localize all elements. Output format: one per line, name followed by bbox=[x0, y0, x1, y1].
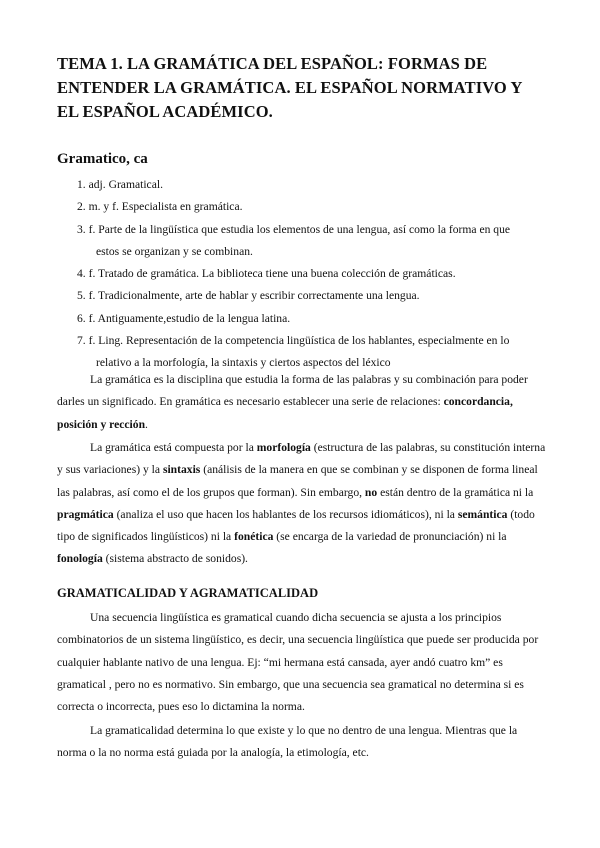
definition-item bbox=[57, 285, 547, 307]
definition-number: 4. bbox=[77, 267, 86, 281]
definition-number: 2. bbox=[77, 200, 86, 214]
definition-number: 3. bbox=[77, 222, 86, 236]
definition-text: m. y f. Especialista en gramática. bbox=[88, 200, 243, 214]
definition-item bbox=[57, 263, 547, 285]
definition-text: f. Tratado de gramática. La biblioteca tiene una buena colección de gramáticas. bbox=[88, 267, 456, 281]
paragraph-norma: La gramaticalidad determina lo que existe y lo que no dentro de una lengua. Mientras que la norma o la no norma está guiada por la analogía, la etimología, etc. bbox=[57, 724, 518, 760]
definition-item bbox=[57, 308, 547, 330]
definition-number: 1. bbox=[77, 178, 86, 191]
bold-term: sintaxis bbox=[162, 463, 201, 477]
definition-item bbox=[57, 219, 547, 264]
definition-text: f. Antiguamente,estudio de la lengua latina. bbox=[88, 311, 291, 325]
bold-term: semántica bbox=[457, 507, 508, 521]
definition-continuation: estos se organizan y se combinan. bbox=[96, 244, 253, 258]
section-heading: GRAMATICALIDAD Y AGRAMATICALIDAD bbox=[57, 586, 319, 600]
bold-term: fonología bbox=[57, 552, 103, 566]
definition-continuation: relativo a la morfología, la sintaxis y ciertos aspectos del léxico bbox=[96, 356, 391, 370]
definition-item bbox=[57, 196, 547, 218]
document-title: TEMA 1. LA GRAMÁTICA DEL ESPAÑOL: FORMAS DE ENTENDER LA GRAMÁTICA. EL ESPAÑOL NORMATIVO Y EL ESPAÑOL ACADÉMICO. bbox=[57, 54, 522, 121]
bold-term: no bbox=[364, 485, 378, 499]
definition-text: f. Tradicionalmente, arte de hablar y escribir correctamente una lengua. bbox=[88, 289, 420, 303]
bold-term: morfología bbox=[256, 441, 311, 454]
definitions-list bbox=[57, 174, 547, 375]
entry-headword: Gramatico, ca bbox=[57, 151, 148, 167]
bold-term: pragmática bbox=[57, 507, 114, 521]
definition-text: f. Parte de la lingüística que estudia los elementos de una lengua, así como la forma en que bbox=[88, 222, 511, 236]
bold-term: fonética bbox=[234, 530, 274, 544]
definition-number: 6. bbox=[77, 311, 86, 325]
definition-item bbox=[57, 174, 547, 196]
definition-item bbox=[57, 330, 547, 375]
bold-term: concordancia, posición y rección bbox=[57, 395, 513, 431]
paragraph-composition: La gramática está compuesta por la morfología (estructura de las palabras, su constitución interna y sus variaciones) y la sintaxis (análisis de la manera en que se combinan y se disponen de forma lineal las palabras, así como el de los grupos que forman). Sin embargo, no están dentro de la gramática ni la pragmática (analiza el uso que hacen los hablantes de los recursos idiomáticos), ni la semántica (todo tipo de significados lingüísticos) ni la fonética (se encarga de la variedad de pronunciación) ni la fonología (sistema abstracto de sonidos). bbox=[57, 441, 546, 566]
paragraph-definition: La gramática es la disciplina que estudia la forma de las palabras y su combinación para poder darles un significado. En gramática es necesario establecer una serie de relaciones: concordancia, posición y rección. bbox=[57, 373, 528, 431]
definition-text: f. Ling. Representación de la competencia lingüística de los hablantes, especialmente en lo bbox=[88, 334, 510, 348]
definition-text: adj. Gramatical. bbox=[88, 178, 163, 191]
definition-number: 5. bbox=[77, 289, 86, 303]
definition-number: 7. bbox=[77, 334, 86, 348]
paragraph-gramaticalidad: Una secuencia lingüística es gramatical cuando dicha secuencia se ajusta a los principios combinatorios de un sistema lingüístico, es decir, una secuencia lingüística que puede ser producida por cualquier hablante nativo de una lengua. Ej: “mi hermana está cansada, ayer andó cuatro km” es gramatical , pero no es normativo. Sin embargo, que una secuencia sea gramatical no determina si es correcta o incorrecta, pues eso lo dictamina la norma. bbox=[57, 611, 539, 714]
